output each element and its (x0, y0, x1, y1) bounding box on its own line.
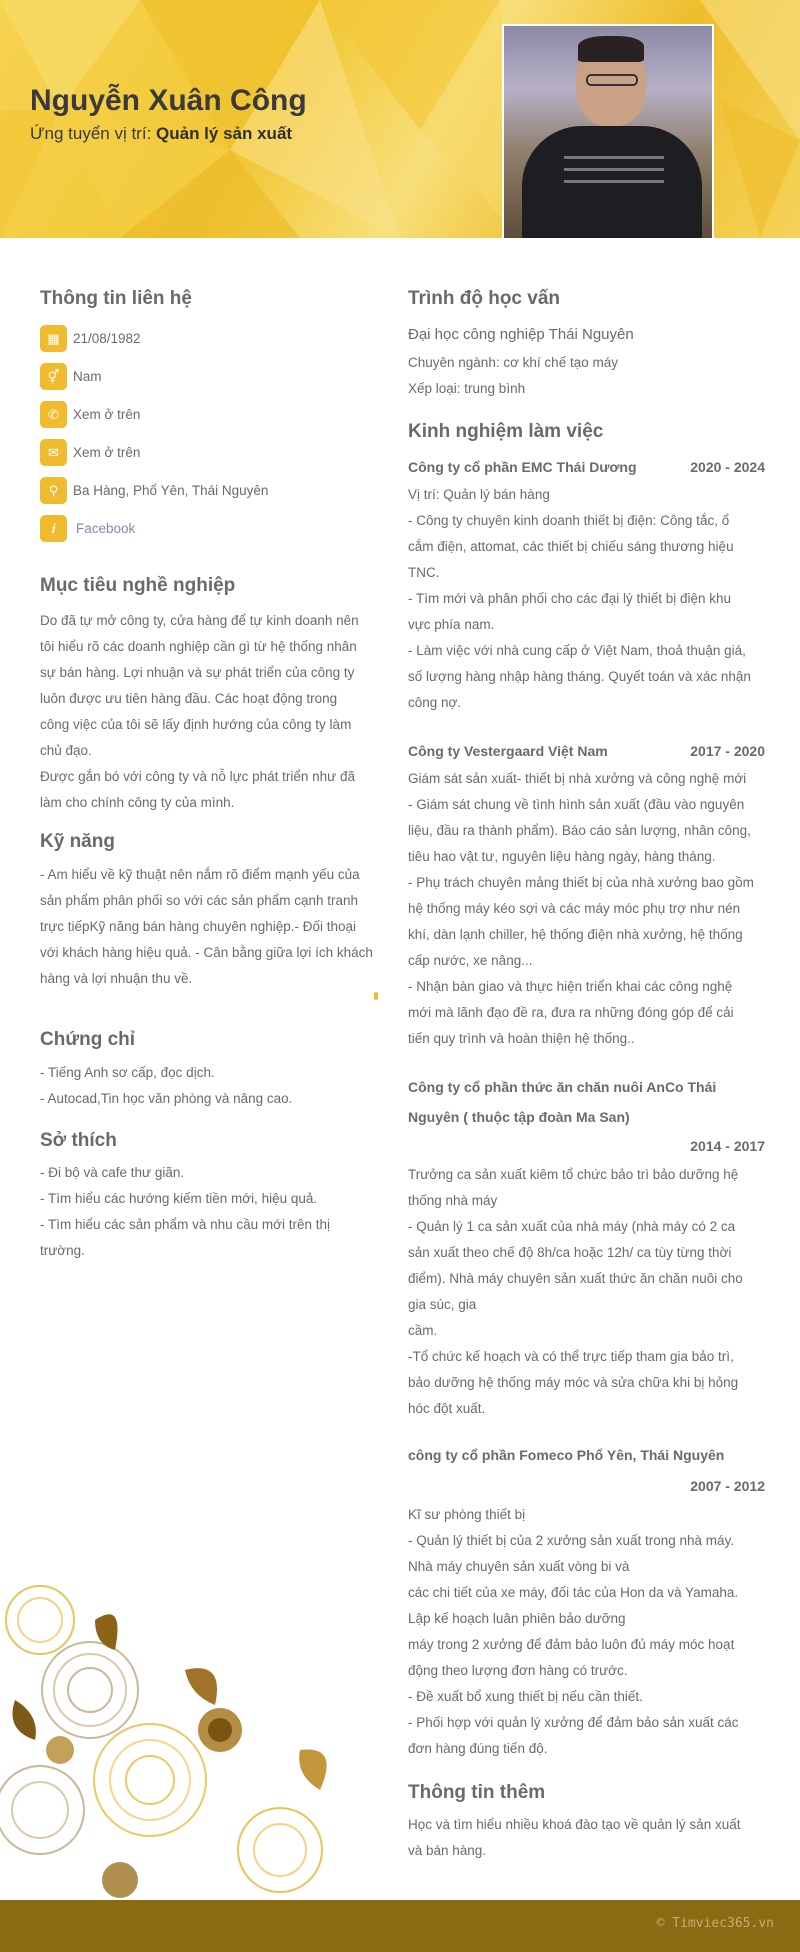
job-line: cắm điện, attomat, các thiết bị chiếu sáng thương hiệu (408, 539, 734, 554)
certificates-text (40, 1060, 378, 1112)
floral-decoration (0, 1580, 360, 1900)
job-line: vực phía nam. (408, 617, 495, 632)
objective-text (40, 608, 378, 816)
objective-line: Được gắn bó với công ty và nỗ lực phát triển như đã (40, 769, 355, 784)
extra-line: và bán hàng. (408, 1843, 487, 1858)
job-line: Nhà máy chuyên sản xuất vòng bi và (408, 1559, 630, 1574)
job-line: sản xuất theo chế độ 8h/ca hoặc 12h/ ca tùy từng thời (408, 1245, 732, 1260)
objective-line: chủ đạo. (40, 743, 92, 758)
job-line: Giám sát sản xuất- thiết bị nhà xưởng và công nghệ mới (408, 771, 747, 786)
education-rank: Xếp loại: trung bình (408, 381, 526, 396)
job-line: - Quản lý thiết bị của 2 xưởng sản xuất trong nhà máy. (408, 1533, 735, 1548)
job-description (408, 482, 765, 716)
job-line: - Công ty chuyên kinh doanh thiết bị điện: Công tắc, ổ (408, 513, 730, 528)
email-icon: ✉ (40, 439, 67, 466)
job-line: Kĩ sư phòng thiết bị (408, 1507, 526, 1522)
job-line: TNC. (408, 565, 440, 580)
info-icon: i (40, 515, 67, 542)
job-line: đơn hàng đúng tiến độ. (408, 1741, 548, 1756)
job-years: 2014 - 2017 (690, 1138, 765, 1154)
job-line: mới mà lãnh đạo đề ra, đưa ra những đóng góp để cải (408, 1005, 734, 1020)
job-line: hệ thống máy kéo sợi và các máy móc phụ trợ như nén (408, 901, 741, 916)
job-line: bảo dưỡng hệ thống máy móc và sửa chữa khi bị hỏng (408, 1375, 739, 1390)
job-line: liệu, đầu ra thành phẩm). Báo cáo sản lượng, nhân công, (408, 823, 751, 838)
skills-line: trực tiếpKỹ năng bán hàng chuyên nghiệp.- Đối thoại (40, 919, 356, 934)
facebook-link[interactable]: Facebook (76, 521, 136, 536)
cv-header (0, 0, 800, 238)
job-company: Công ty cổ phần EMC Thái Dương (408, 459, 637, 475)
job-line: điểm). Nhà máy chuyên sản xuất thức ăn chăn nuôi cho (408, 1271, 743, 1286)
contact-address-text: Ba Hàng, Phổ Yên, Thái Nguyên (73, 483, 269, 498)
contact-gender (40, 363, 102, 390)
apply-position (30, 124, 292, 144)
contact-phone-text: Xem ở trên (73, 407, 141, 422)
cv-footer (0, 1900, 800, 1952)
certificates-title: Chứng chỉ (40, 1029, 136, 1050)
skills-line: với khách hàng hiệu quả. - Cân bằng giữa lợi ích khách (40, 945, 373, 960)
job-years: 2017 - 2020 (690, 743, 765, 759)
extra-text (408, 1812, 765, 1864)
job-line: Vị trí: Quản lý bán hàng (408, 487, 550, 502)
job-line: - Tìm mới và phân phối cho các đại lý thiết bị điện khu (408, 591, 732, 606)
job-line: - Nhận bàn giao và thực hiện triển khai các công nghệ (408, 979, 733, 994)
certificate-line: - Tiếng Anh sơ cấp, đọc dịch. (40, 1065, 215, 1080)
hobbies-title: Sở thích (40, 1130, 117, 1151)
hobby-line: trường. (40, 1243, 85, 1258)
hobby-line: - Đi bộ và cafe thư giãn. (40, 1165, 185, 1180)
contact-facebook[interactable] (40, 515, 135, 542)
job-line: khí, dàn lạnh chiller, hệ thống điện nhà xưởng, hệ thống (408, 927, 743, 942)
job-line: động theo lượng đơn hàng có trước. (408, 1663, 628, 1678)
contact-email (40, 439, 140, 466)
job-line: tiến quy trình và hoàn thiện hệ thống.. (408, 1031, 635, 1046)
objective-line: Do đã tự mở công ty, cửa hàng để tự kinh doanh nên (40, 613, 359, 628)
contact-email-text: Xem ở trên (73, 445, 141, 460)
contact-birthday-text: 21/08/1982 (73, 331, 141, 346)
profile-photo (502, 24, 714, 238)
contact-phone (40, 401, 140, 428)
job-line: tiêu hao vật tư, nguyên liệu hàng ngày, hàng tháng. (408, 849, 716, 864)
contact-gender-text: Nam (73, 369, 102, 384)
experience-title: Kinh nghiệm làm việc (408, 421, 604, 442)
job-line: cầm. (408, 1323, 438, 1338)
job-company: Nguyên ( thuộc tập đoàn Ma San) (408, 1109, 630, 1125)
skills-line: hàng và lợi nhuận thu về. (40, 971, 193, 986)
job-line: - Đề xuất bổ xung thiết bị nếu cần thiết. (408, 1689, 643, 1704)
job-line: Lập kế hoạch luân phiên bảo dưỡng (408, 1611, 626, 1626)
job-line: Trưởng ca sản xuất kiêm tổ chức bảo trì bảo dưỡng hệ (408, 1167, 739, 1182)
job-description (408, 1162, 765, 1422)
education-school: Đại học công nghiệp Thái Nguyên (408, 326, 634, 343)
skills-text (40, 862, 378, 992)
location-icon: ⚲ (40, 477, 67, 504)
education-major: Chuyên ngành: cơ khí chế tạo máy (408, 355, 618, 370)
job-header (408, 1072, 765, 1132)
apply-prefix: Ứng tuyển vị trí: (30, 124, 157, 143)
position-name: Quản lý sản xuất (156, 124, 293, 143)
job-line: -Tổ chức kế hoạch và có thể trực tiếp tham gia bảo trì, (408, 1349, 734, 1364)
job-line: - Phối hợp với quản lý xưởng để đảm bảo sản xuất các (408, 1715, 739, 1730)
job-company: Công ty Vestergaard Việt Nam (408, 743, 608, 759)
job-line: hóc đột xuất. (408, 1401, 486, 1416)
gender-icon: ⚥ (40, 363, 67, 390)
job-company: Công ty cổ phần thức ăn chăn nuôi AnCo Thái (408, 1079, 717, 1095)
job-line: - Phụ trách chuyên mảng thiết bị của nhà xưởng bao gồm (408, 875, 754, 890)
hobby-line: - Tìm hiểu các sản phẩm và nhu cầu mới trên thị (40, 1217, 330, 1232)
watermark-text: © Timviec365.vn (656, 1916, 774, 1931)
objective-title: Mục tiêu nghề nghiệp (40, 575, 236, 596)
job-years: 2020 - 2024 (690, 459, 765, 475)
objective-line: công việc của tôi sẽ lấy định hướng của công ty làm (40, 717, 352, 732)
job-company: công ty cổ phần Fomeco Phổ Yên, Thái Nguyên (408, 1447, 725, 1463)
job-years: 2007 - 2012 (690, 1478, 765, 1494)
skills-line: sản phẩm phân phối so với các sản phẩm cạnh tranh (40, 893, 359, 908)
certificate-line: - Autocad,Tin học văn phòng và nâng cao. (40, 1091, 293, 1106)
decorative-dot (374, 992, 378, 1000)
education-title: Trình độ học vấn (408, 288, 561, 309)
job-line: các chi tiết của xe máy, đối tác của Hon da và Yamaha. (408, 1585, 739, 1600)
skills-title: Kỹ năng (40, 831, 115, 852)
job-line: thống nhà máy (408, 1193, 498, 1208)
job-line: - Làm việc với nhà cung cấp ở Việt Nam, thoả thuận giá, (408, 643, 746, 658)
hobbies-text (40, 1160, 378, 1264)
phone-icon: ✆ (40, 401, 67, 428)
calendar-icon: ▦ (40, 325, 67, 352)
extra-line: Học và tìm hiểu nhiều khoá đào tạo về quản lý sản xuất (408, 1817, 741, 1832)
job-header (408, 736, 765, 766)
candidate-name: Nguyễn Xuân Công (30, 84, 307, 117)
job-description (408, 1502, 765, 1762)
job-line: máy trong 2 xưởng để đảm bảo luôn đủ máy móc hoạt (408, 1637, 735, 1652)
hobby-line: - Tìm hiểu các hướng kiếm tiền mới, hiệu quả. (40, 1191, 318, 1206)
job-header (408, 1440, 765, 1470)
job-description (408, 766, 765, 1052)
job-line: gia súc, gia (408, 1297, 477, 1312)
contact-title: Thông tin liên hệ (40, 288, 192, 309)
job-line: công nợ. (408, 695, 462, 710)
job-line: cấp nước, xe nâng... (408, 953, 533, 968)
objective-line: luôn được ưu tiên hàng đầu. Các hoạt động trong (40, 691, 338, 706)
extra-title: Thông tin thêm (408, 1782, 546, 1803)
job-line: - Giám sát chung về tình hình sản xuất (đầu vào nguyên (408, 797, 745, 812)
contact-birthday (40, 325, 141, 352)
job-header (408, 452, 765, 482)
job-line: số lượng hàng nhập hàng tháng. Quyết toán và xác nhận (408, 669, 751, 684)
job-line: - Quản lý 1 ca sản xuất của nhà máy (nhà máy có 2 ca (408, 1219, 736, 1234)
objective-line: làm cho chính công ty của mình. (40, 795, 235, 810)
objective-line: sự bán hàng. Lợi nhuận và sự phát triển của công ty (40, 665, 355, 680)
objective-line: tôi hiểu rõ các doanh nghiệp cần gì từ hệ thống nhân (40, 639, 357, 654)
contact-address (40, 477, 268, 504)
skills-line: - Am hiểu về kỹ thuật nên nắm rõ điểm mạnh yếu của (40, 867, 360, 882)
